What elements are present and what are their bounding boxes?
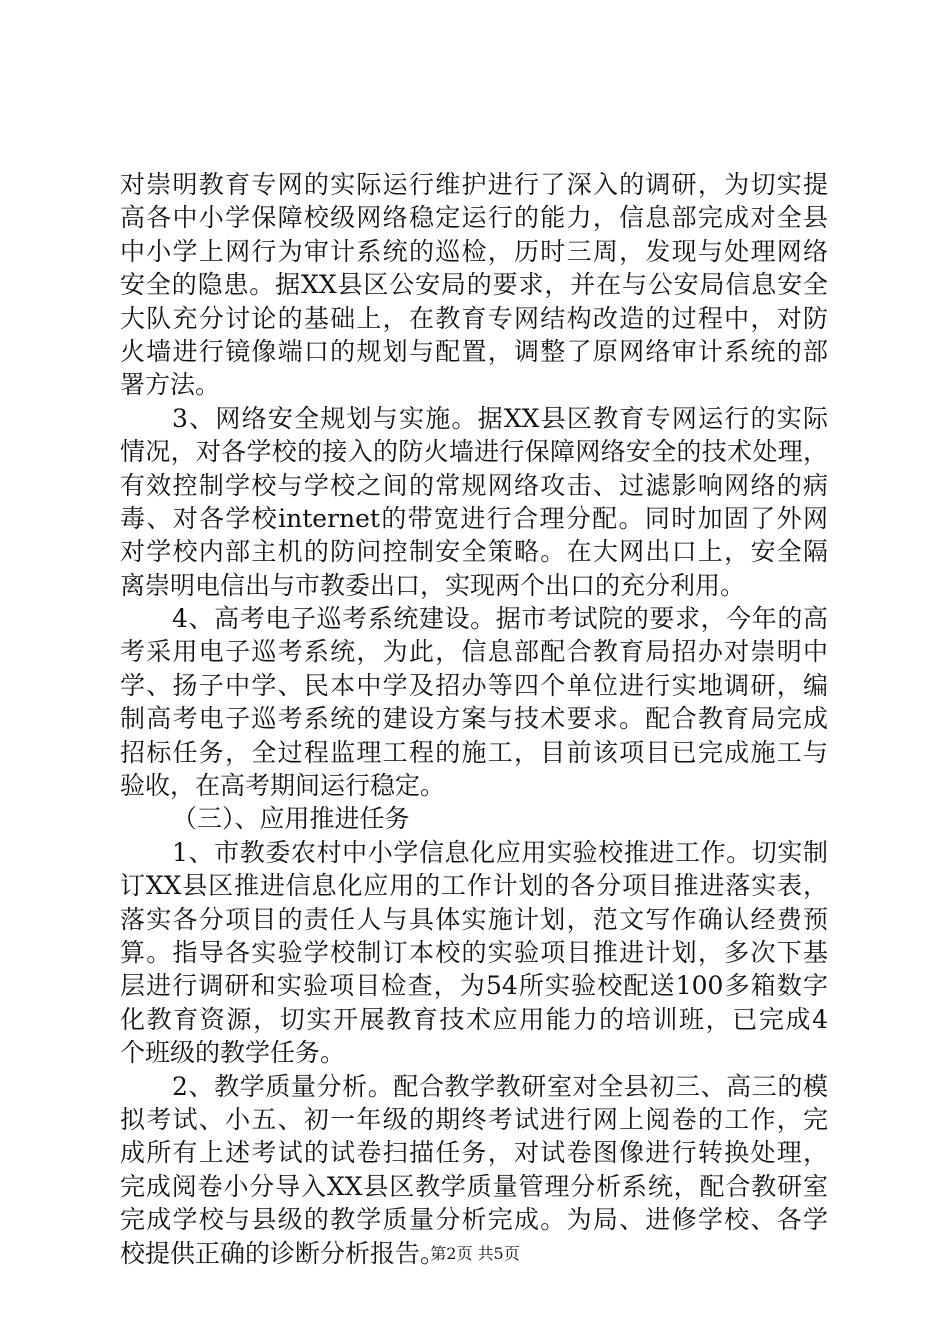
text-line: 火墙进行镜像端口的规划与配置，调整了原网络审计系统的部 xyxy=(120,336,828,366)
text-line: 大队充分讨论的基础上，在教育专网结构改造的过程中，对防 xyxy=(120,303,828,333)
text-line: 验收，在高考期间运行稳定。 xyxy=(120,771,446,801)
text-line: 化教育资源，切实开展教育技术应用能力的培训班，已完成4 xyxy=(120,1004,828,1034)
text-line: 落实各分项目的责任人与具体实施计划，范文写作确认经费预 xyxy=(120,904,828,934)
text-line: 制高考电子巡考系统的建设方案与技术要求。配合教育局完成 xyxy=(120,704,828,734)
text-line: 校提供正确的诊断分析报告。 xyxy=(120,1238,446,1268)
text-line: 情况，对各学校的接入的防火墙进行保障网络安全的技术处理， xyxy=(120,437,828,467)
text-line: 离崇明电信出与市教委出口，实现两个出口的充分利用。 xyxy=(120,570,746,600)
text-line: 考采用电子巡考系统，为此，信息部配合教育局招办对崇明中 xyxy=(120,637,828,667)
document-body xyxy=(120,168,828,1270)
text-line: 有效控制学校与学校之间的常规网络攻击、过滤影响网络的病 xyxy=(120,470,828,500)
text-line: 招标任务，全过程监理工程的施工，目前该项目已完成施工与 xyxy=(120,737,828,767)
text-line: 安全的隐患。据XX县区公安局的要求，并在与公安局信息安全 xyxy=(120,270,828,300)
text-line: 订XX县区推进信息化应用的工作计划的各分项目推进落实表， xyxy=(120,871,828,901)
text-line: 成所有上述考试的试卷扫描任务，对试卷图像进行转换处理， xyxy=(120,1138,828,1168)
text-line: 完成阅卷小分导入XX县区教学质量管理分析系统，配合教研室 xyxy=(120,1171,828,1201)
text-line: 对学校内部主机的防问控制安全策略。在大网出口上，安全隔 xyxy=(120,537,828,567)
text-line: 学、扬子中学、民本中学及招办等四个单位进行实地调研，编 xyxy=(120,670,828,700)
text-line: 对崇明教育专网的实际运行维护进行了深入的调研，为切实提 xyxy=(120,170,828,199)
text-line: 毒、对各学校internet的带宽进行合理分配。同时加固了外网 xyxy=(120,503,828,533)
text-line: 2、教学质量分析。配合教学教研室对全县初三、高三的模 xyxy=(172,1071,828,1101)
section-heading: （三）、应用推进任务 xyxy=(172,804,410,834)
text-line: 个班级的教学任务。 xyxy=(120,1038,346,1068)
text-line: 层进行调研和实验项目检查，为54所实验校配送100多箱数字 xyxy=(120,971,828,1001)
text-line: 4、高考电子巡考系统建设。据市考试院的要求，今年的高 xyxy=(172,604,828,634)
text-line: 高各中小学保障校级网络稳定运行的能力，信息部完成对全县 xyxy=(120,203,828,233)
page-footer: 第2页 共5页 xyxy=(430,1244,520,1263)
text-line: 1、市教委农村中小学信息化应用实验校推进工作。切实制 xyxy=(172,837,828,867)
text-line: 拟考试、小五、初一年级的期终考试进行网上阅卷的工作，完 xyxy=(120,1104,828,1134)
text-line: 算。指导各实验学校制订本校的实验项目推进计划，多次下基 xyxy=(120,937,828,967)
text-line: 中小学上网行为审计系统的巡检，历时三周，发现与处理网络 xyxy=(120,236,828,266)
text-line: 3、网络安全规划与实施。据XX县区教育专网运行的实际 xyxy=(172,403,828,433)
text-line: 署方法。 xyxy=(120,370,221,400)
text-line: 完成学校与县级的教学质量分析完成。为局、进修学校、各学 xyxy=(120,1205,828,1235)
